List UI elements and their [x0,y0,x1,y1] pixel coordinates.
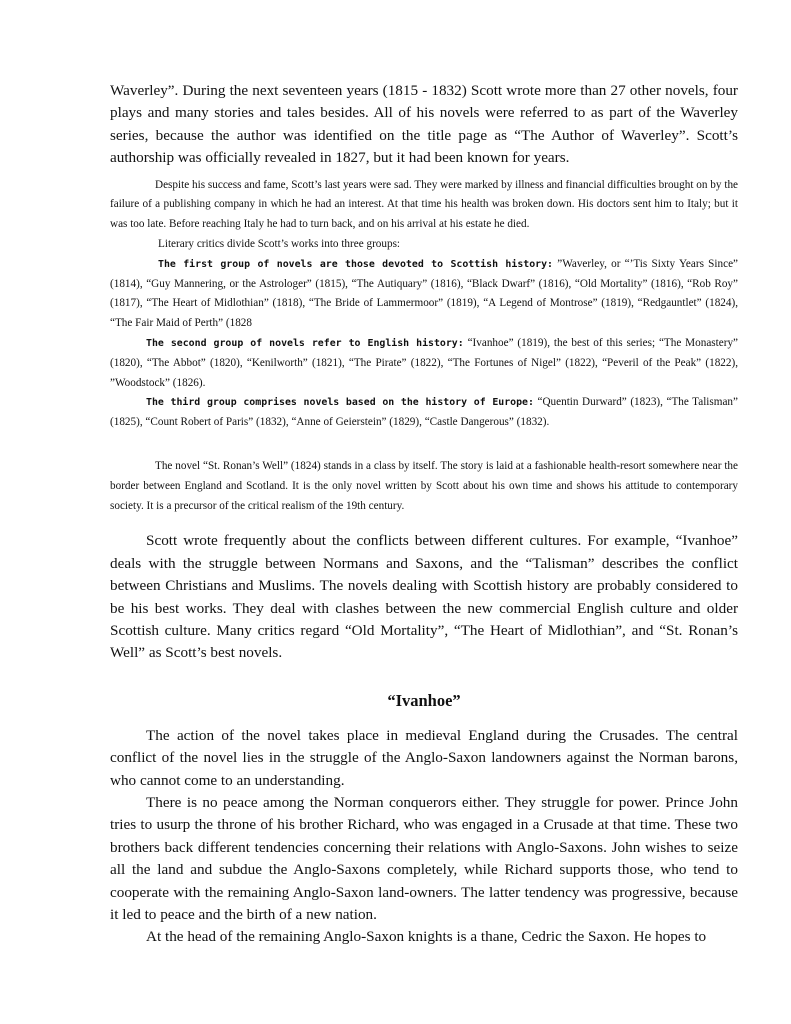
group-text-scottish: ”Waverley, or “’Tis Sixty Years Since” (1814), “Guy Mannering, or the Astrologer” (1815), “The Autiquary” (1816), “Black Dwarf” (1816), “Old Mortality” (1816), “Rob Roy” (1817), “The Heart of Midlothian” (1818), “The Bride of Lammermoor” (1819), “A Legend of Montrose” (1819), “Redgauntlet” (1824), “The Fair Maid of Perth” (1828 [110,257,739,330]
paragraph-norman-conquerors: There is no peace among the Norman conquerors either. They struggle for power. Prince John tries to usurp the throne of his brother Richard, who was engaged in a Crusade at that time. These two brothers back different tendencies concerning their relations with Anglo-Saxons. John wishes to seize all the land and subdue the Anglo-Saxons completely, while Richard supports those, who tend to cooperate with the remaining Anglo-Saxon land-owners. The latter tendency was progressive, because it led to peace and the birth of a new nation. [110,794,738,924]
paragraph-cedric-the-saxon: At the head of the remaining Anglo-Saxon knights is a thane, Cedric the Saxon. He hopes to [146,928,707,946]
document-page [110,80,738,949]
group-text-english: “Ivanhoe” (1819), the best of this series; “The Monastery” (1820), “The Abbot” (1820), “Kenilworth” (1821), “The Pirate” (1822), “The Fortunes of Nigel” (1822), “Peveril of the Peak” (1822), ”Woodstock” (1826). [110,337,738,389]
paragraph-ivanhoe-action: The action of the novel takes place in medieval England during the Crusades. The central conflict of the novel lies in the struggle of the Anglo-Saxon landowners against the Norman barons, who cannot come to an understanding. [110,726,738,789]
paragraph-group-scottish [110,255,738,334]
paragraph-st-ronans-well: The novel “St. Ronan’s Well” (1824) stands in a class by itself. The story is laid at a fashionable health-resort somewhere near the border between England and Scotland. It is the only novel written by Scott about his own time and shows his attitude to contemporary society. It is a precursor of the critical realism of the 19th century. [110,459,738,512]
paragraph-three-groups-intro: Literary critics divide Scott’s works into three groups: [158,238,401,251]
group-text-europe: “Quentin Durward” (1823), “The Talisman” (1825), “Count Robert of Paris” (1832), “Anne of Geierstein” (1829), “Castle Dangerous” (1832). [110,396,738,429]
group-label-europe: The third group comprises novels based on the history of Europe: [146,397,534,409]
paragraph-group-english [110,334,738,393]
paragraph-last-years: Despite his success and fame, Scott’s last years were sad. They were marked by illness and financial difficulties brought on by the failure of a publishing company in which he had an interest. At that time his health was broken down. His doctors sent him to Italy; but it was too late. Before reaching Italy he had to turn back, and on his arrival at his estate he died. [110,178,738,231]
paragraph-group-europe [110,393,738,433]
group-label-scottish: The first group of novels are those devoted to Scottish history: [158,258,553,270]
section-title-ivanhoe: “Ivanhoe” [387,690,461,710]
paragraph-waverley-series: Waverley”. During the next seventeen years (1815 - 1832) Scott wrote more than 27 other novels, four plays and many stories and tales besides. All of his novels were referred to as part of the Waverley series, because the author was identified on the title page as “The Author of Waverley”. Scott’s authorship was officially revealed in 1827, but it had been known for years. [110,82,738,167]
group-label-english: The second group of novels refer to English history: [146,338,464,349]
paragraph-conflicts-cultures: Scott wrote frequently about the conflicts between different cultures. For example, “Ivanhoe” deals with the struggle between Normans and Saxons, and the “Talisman” describes the conflict between Christians and Muslims. The novels dealing with Scottish history are probably considered to be his best works. They deal with clashes between the new commercial English culture and older Scottish culture. Many critics regard “Old Mortality”, “The Heart of Midlothian”, and “St. Ronan’s Well” as Scott’s best novels. [110,532,738,662]
